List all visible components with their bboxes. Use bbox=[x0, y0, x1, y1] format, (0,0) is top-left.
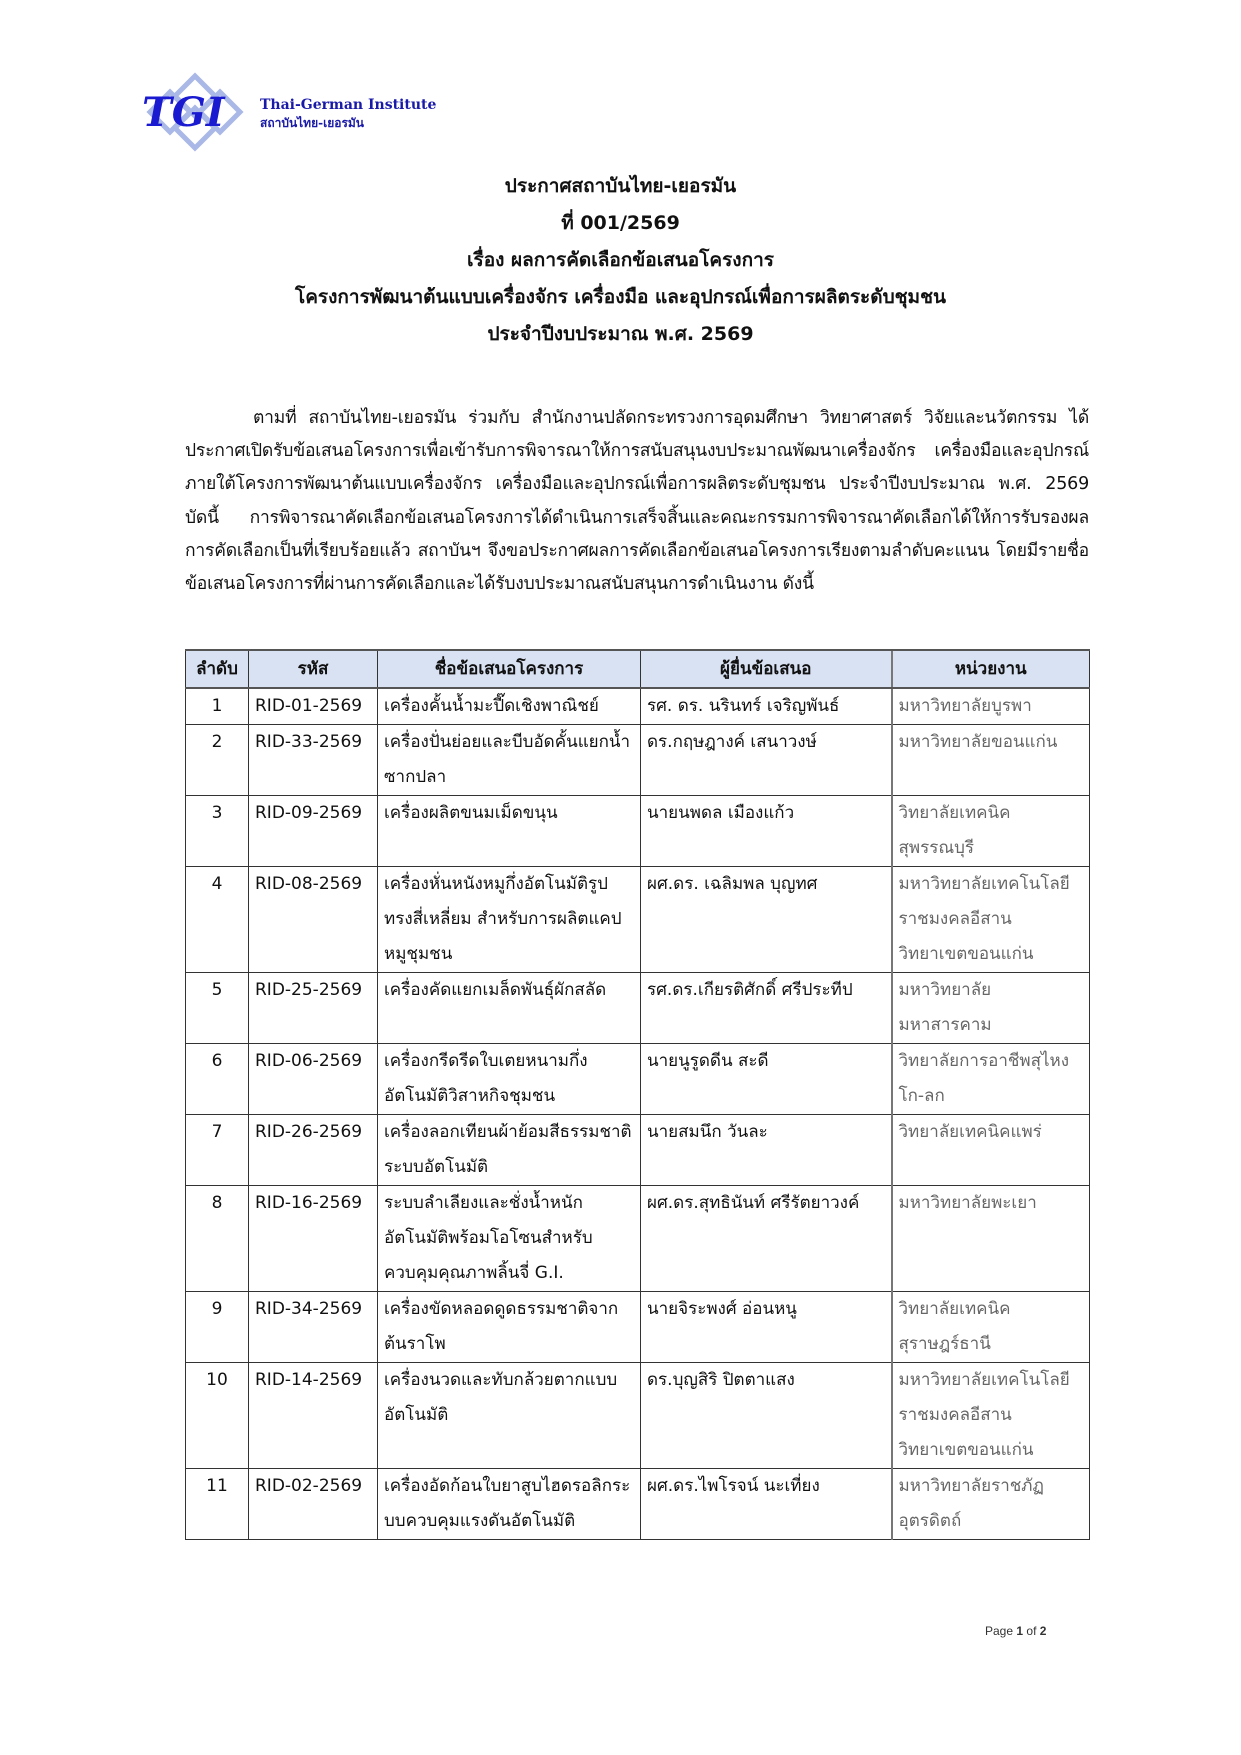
cell-title: เครื่องกรีดรีดใบเตยหนามกึ่งอัตโนมัติวิสาหกิจชุมชน bbox=[378, 1044, 641, 1115]
tgi-logo bbox=[140, 72, 440, 152]
cell-no: 6 bbox=[186, 1044, 249, 1115]
cell-title: เครื่องผลิตขนมเม็ดขนุน bbox=[378, 796, 641, 867]
cell-no: 11 bbox=[186, 1469, 249, 1540]
cell-code: RID-14-2569 bbox=[249, 1363, 378, 1469]
table-row bbox=[186, 1363, 1090, 1469]
cell-org: วิทยาลัยเทคนิคสุพรรณบุรี bbox=[892, 796, 1090, 867]
cell-code: RID-06-2569 bbox=[249, 1044, 378, 1115]
body-paragraph-container bbox=[185, 402, 1089, 601]
cell-no: 5 bbox=[186, 973, 249, 1044]
cell-no: 1 bbox=[186, 688, 249, 725]
cell-org: มหาวิทยาลัยเทคโนโลยีราชมงคลอีสาน วิทยาเขตขอนแก่น bbox=[892, 1363, 1090, 1469]
cell-no: 3 bbox=[186, 796, 249, 867]
cell-no: 10 bbox=[186, 1363, 249, 1469]
page-number bbox=[985, 1624, 1046, 1638]
table-row bbox=[186, 1186, 1090, 1292]
title-line-3: เรื่อง ผลการคัดเลือกข้อเสนอโครงการ bbox=[467, 249, 774, 271]
cell-org: มหาวิทยาลัยบูรพา bbox=[892, 688, 1090, 725]
cell-applicant: นายนพดล เมืองแก้ว bbox=[641, 796, 892, 867]
table-row bbox=[186, 1044, 1090, 1115]
title-line-1: ประกาศสถาบันไทย-เยอรมัน bbox=[504, 175, 737, 197]
table-row bbox=[186, 1292, 1090, 1363]
cell-org: วิทยาลัยเทคนิคแพร่ bbox=[892, 1115, 1090, 1186]
page-total: 2 bbox=[1039, 1624, 1047, 1638]
column-header-org: หน่วยงาน bbox=[892, 650, 1090, 688]
cell-applicant: นายนูรูดดีน สะดี bbox=[641, 1044, 892, 1115]
cell-title: เครื่องลอกเทียนผ้าย้อมสีธรรมชาติระบบอัตโนมัติ bbox=[378, 1115, 641, 1186]
cell-code: RID-33-2569 bbox=[249, 725, 378, 796]
table-row bbox=[186, 688, 1090, 725]
cell-code: RID-09-2569 bbox=[249, 796, 378, 867]
title-line-2: ที่ 001/2569 bbox=[561, 212, 680, 234]
cell-title: เครื่องคั้นน้ำมะปี๊ดเชิงพาณิชย์ bbox=[378, 688, 641, 725]
announcement-title bbox=[0, 168, 1241, 353]
logo-name-en: Thai-German Institute bbox=[260, 97, 437, 113]
cell-org: มหาวิทยาลัยพะเยา bbox=[892, 1186, 1090, 1292]
cell-applicant: นายจิระพงศ์ อ่อนหนู bbox=[641, 1292, 892, 1363]
cell-applicant: ดร.กฤษฎางค์ เสนาวงษ์ bbox=[641, 725, 892, 796]
cell-code: RID-26-2569 bbox=[249, 1115, 378, 1186]
page-current: 1 bbox=[1016, 1624, 1024, 1638]
results-table bbox=[185, 649, 1090, 1540]
cell-no: 8 bbox=[186, 1186, 249, 1292]
cell-applicant: รศ. ดร. นรินทร์ เจริญพันธ์ bbox=[641, 688, 892, 725]
cell-applicant: ผศ.ดร. เฉลิมพล บุญทศ bbox=[641, 867, 892, 973]
cell-title: เครื่องอัดก้อนใบยาสูบไฮดรอลิกระบบควบคุมแรงดันอัตโนมัติ bbox=[378, 1469, 641, 1540]
cell-title: เครื่องขัดหลอดดูดธรรมชาติจากต้นราโพ bbox=[378, 1292, 641, 1363]
cell-applicant: ดร.บุญสิริ ปิตตาแสง bbox=[641, 1363, 892, 1469]
cell-title: เครื่องหั่นหนังหมูกึ่งอัตโนมัติรูปทรงสี่เหลี่ยม สำหรับการผลิตแคปหมูชุมชน bbox=[378, 867, 641, 973]
cell-no: 4 bbox=[186, 867, 249, 973]
body-paragraph: ตามที่ สถาบันไทย-เยอรมัน ร่วมกับ สำนักงานปลัดกระทรวงการอุดมศึกษา วิทยาศาสตร์ วิจัยและนวัตกรรม ได้ประกาศเปิดรับข้อเสนอโครงการเพื่อเข้ารับการพิจารณาให้การสนับสนุนงบประมาณพัฒนาเครื่องจักร เครื่องมือและอุปกรณ์ ภายใต้โครงการพัฒนาต้นแบบเครื่องจักร เครื่องมือและอุปกรณ์เพื่อการผลิตระดับชุมชน ประจำปีงบประมาณ พ.ศ. 2569 บัดนี้ การพิจารณาคัดเลือกข้อเสนอโครงการได้ดำเนินการเสร็จสิ้นและคณะกรรมการพิจารณาคัดเลือกได้ให้การรับรองผลการคัดเลือกเป็นที่เรียบร้อยแล้ว สถาบันฯ จึงขอประกาศผลการคัดเลือกข้อเสนอโครงการเรียงตามลำดับคะแนน โดยมีรายชื่อข้อเสนอโครงการที่ผ่านการคัดเลือกและได้รับงบประมาณสนับสนุนการดำเนินงาน ดังนี้ bbox=[185, 408, 1089, 595]
table-row bbox=[186, 1469, 1090, 1540]
cell-no: 2 bbox=[186, 725, 249, 796]
table-row bbox=[186, 725, 1090, 796]
table-row bbox=[186, 796, 1090, 867]
cell-code: RID-01-2569 bbox=[249, 688, 378, 725]
cell-no: 7 bbox=[186, 1115, 249, 1186]
cell-title: เครื่องคัดแยกเมล็ดพันธุ์ผักสลัด bbox=[378, 973, 641, 1044]
cell-applicant: รศ.ดร.เกียรติศักดิ์ ศรีประทีป bbox=[641, 973, 892, 1044]
cell-org: มหาวิทยาลัยราชภัฏอุตรดิตถ์ bbox=[892, 1469, 1090, 1540]
column-header-title: ชื่อข้อเสนอโครงการ bbox=[378, 650, 641, 688]
tgi-logo-mark bbox=[140, 72, 250, 152]
cell-org: มหาวิทยาลัยเทคโนโลยีราชมงคลอีสาน วิทยาเขตขอนแก่น bbox=[892, 867, 1090, 973]
logo-name-th: สถาบันไทย-เยอรมัน bbox=[260, 116, 365, 130]
cell-code: RID-08-2569 bbox=[249, 867, 378, 973]
column-header-applicant: ผู้ยื่นข้อเสนอ bbox=[641, 650, 892, 688]
cell-code: RID-25-2569 bbox=[249, 973, 378, 1044]
cell-applicant: ผศ.ดร.ไพโรจน์ นะเที่ยง bbox=[641, 1469, 892, 1540]
cell-org: มหาวิทยาลัยมหาสารคาม bbox=[892, 973, 1090, 1044]
column-header-code: รหัส bbox=[249, 650, 378, 688]
logo-text bbox=[260, 96, 436, 132]
title-line-4: โครงการพัฒนาต้นแบบเครื่องจักร เครื่องมือ และอุปกรณ์เพื่อการผลิตระดับชุมชน bbox=[295, 286, 946, 308]
table-row bbox=[186, 973, 1090, 1044]
tgi-logo-letters: TGI bbox=[142, 89, 225, 136]
column-header-no: ลำดับ bbox=[186, 650, 249, 688]
title-line-5: ประจำปีงบประมาณ พ.ศ. 2569 bbox=[487, 323, 754, 345]
cell-org: วิทยาลัยการอาชีพสุไหงโก-ลก bbox=[892, 1044, 1090, 1115]
cell-no: 9 bbox=[186, 1292, 249, 1363]
cell-applicant: ผศ.ดร.สุทธินันท์ ศรีรัตยาวงค์ bbox=[641, 1186, 892, 1292]
page-label: Page bbox=[985, 1624, 1014, 1638]
table-header-row bbox=[186, 650, 1090, 688]
cell-applicant: นายสมนึก วันละ bbox=[641, 1115, 892, 1186]
table-row bbox=[186, 867, 1090, 973]
cell-code: RID-34-2569 bbox=[249, 1292, 378, 1363]
cell-title: เครื่องนวดและทับกล้วยตากแบบอัตโนมัติ bbox=[378, 1363, 641, 1469]
cell-title: เครื่องปั่นย่อยและบีบอัดคั้นแยกน้ำซากปลา bbox=[378, 725, 641, 796]
cell-code: RID-16-2569 bbox=[249, 1186, 378, 1292]
table-row bbox=[186, 1115, 1090, 1186]
cell-org: มหาวิทยาลัยขอนแก่น bbox=[892, 725, 1090, 796]
cell-org: วิทยาลัยเทคนิคสุราษฎร์ธานี bbox=[892, 1292, 1090, 1363]
cell-title: ระบบลำเลียงและชั่งน้ำหนักอัตโนมัติพร้อมโอโซนสำหรับควบคุมคุณภาพลิ้นจี่ G.I. bbox=[378, 1186, 641, 1292]
page-of: of bbox=[1026, 1624, 1037, 1638]
cell-code: RID-02-2569 bbox=[249, 1469, 378, 1540]
